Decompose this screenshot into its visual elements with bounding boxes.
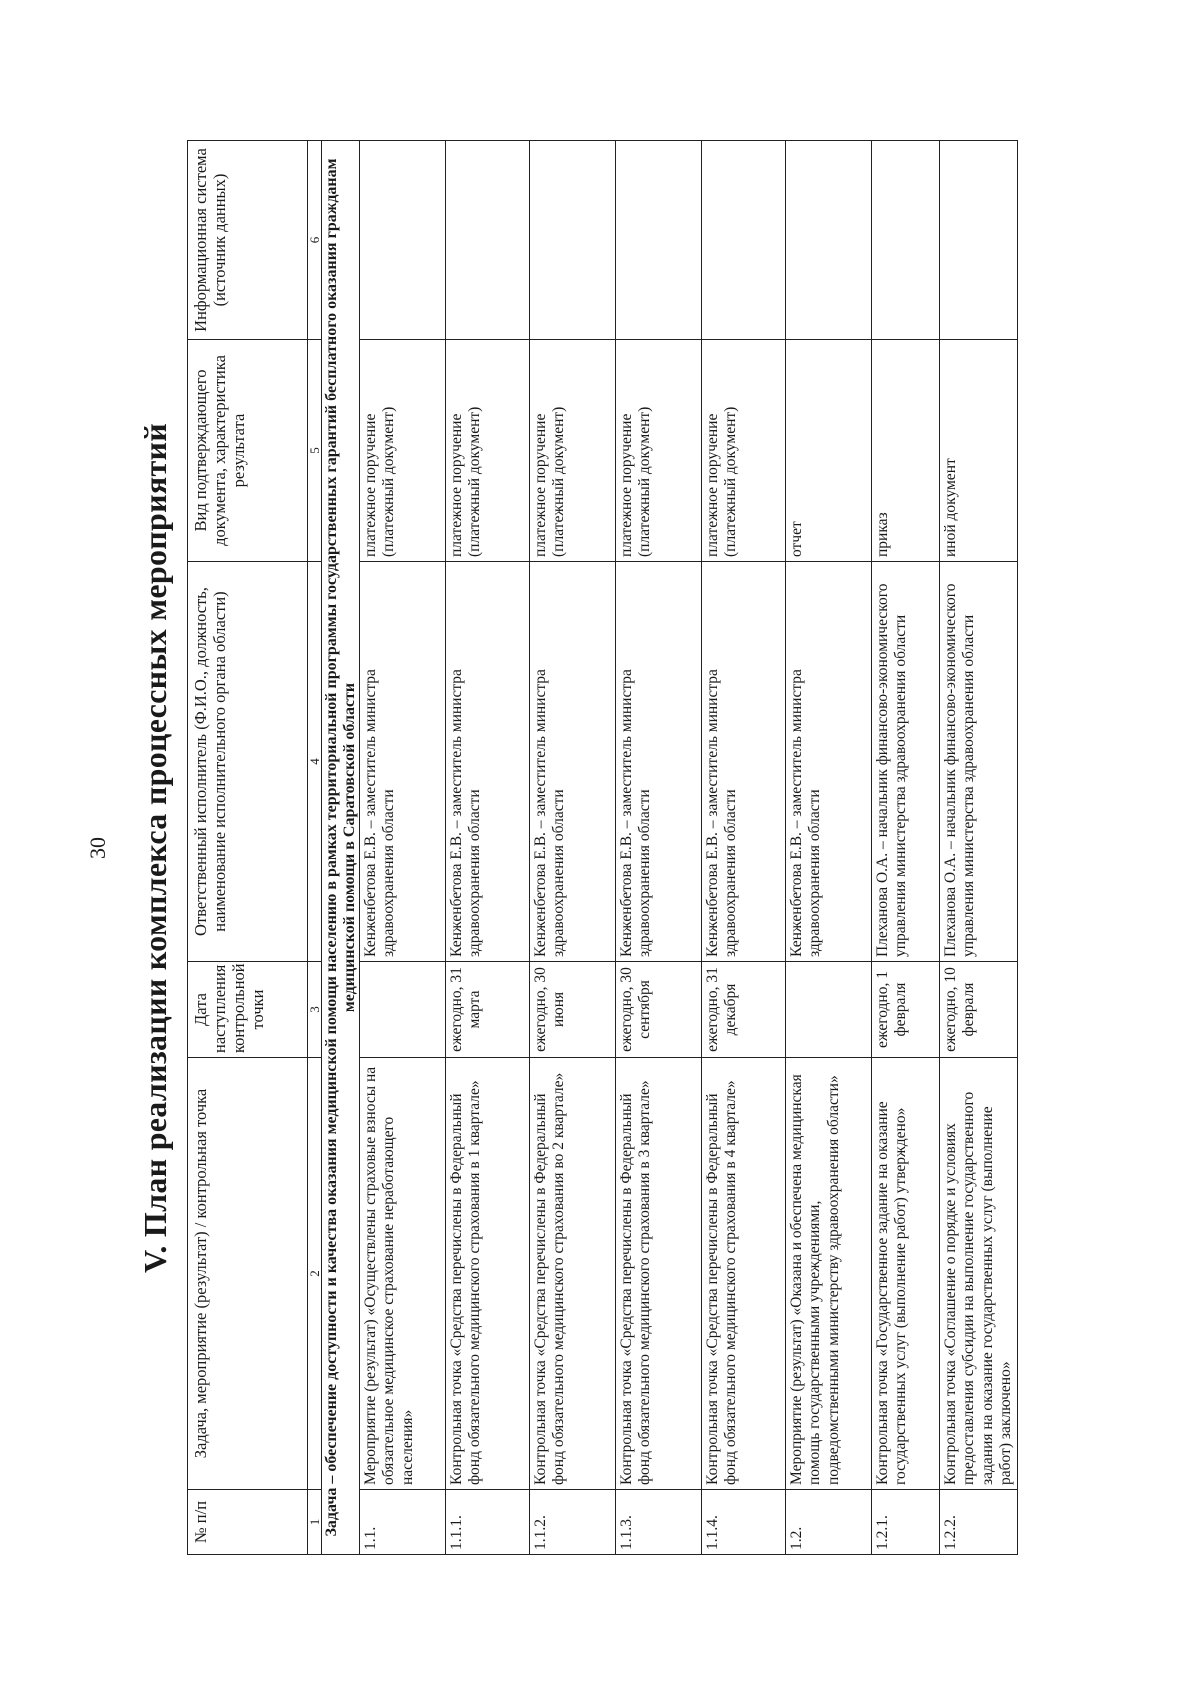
row-item: Контрольная точка «Государственное задание на оказание государственных услуг (выполнение работ) утверждено» — [872, 1058, 940, 1490]
table-row — [940, 141, 1018, 1555]
row-num: 1.1.4. — [702, 1490, 786, 1555]
row-system — [872, 141, 940, 340]
table-header-row — [188, 141, 308, 1555]
row-responsible: Кенженбетова Е.В. – заместитель министра здравоохранения области — [786, 562, 872, 962]
row-num: 1.1.2. — [530, 1490, 616, 1555]
page-number: 30 — [85, 837, 110, 859]
row-item: Мероприятие (результат) «Осуществлены страховые взносы на обязательное медицинское страхование неработающего населения» — [360, 1058, 446, 1490]
row-document: платежное поручение (платежный документ) — [616, 340, 702, 562]
row-document: платежное поручение (платежный документ) — [446, 340, 530, 562]
row-responsible: Кенженбетова Е.В. – заместитель министра здравоохранения области — [530, 562, 616, 962]
header-num: № п/п — [188, 1490, 308, 1555]
row-document: платежное поручение (платежный документ) — [530, 340, 616, 562]
header-system: Информационная система (источник данных) — [188, 141, 308, 340]
plan-table — [187, 140, 1018, 1555]
row-document: платежное поручение (платежный документ) — [702, 340, 786, 562]
row-system — [616, 141, 702, 340]
row-num: 1.1.1. — [446, 1490, 530, 1555]
table-row — [530, 141, 616, 1555]
row-responsible: Кенженбетова Е.В. – заместитель министра здравоохранения области — [702, 562, 786, 962]
row-item: Контрольная точка «Соглашение о порядке и условиях предоставления субсидии на выполнение государственного задания на оказание государственных услуг (выполнение работ) заключено» — [940, 1058, 1018, 1490]
column-number: 2 — [308, 1058, 322, 1490]
row-item: Контрольная точка «Средства перечислены в Федеральный фонд обязательного медицинского страхования в 3 квартале» — [616, 1058, 702, 1490]
row-document: отчет — [786, 340, 872, 562]
row-date: ежегодно, 10 февраля — [940, 962, 1018, 1058]
table-row — [446, 141, 530, 1555]
row-item: Контрольная точка «Средства перечислены в Федеральный фонд обязательного медицинского страхования во 2 квартале» — [530, 1058, 616, 1490]
row-date: ежегодно, 31 декабря — [702, 962, 786, 1058]
row-system — [360, 141, 446, 340]
row-date: ежегодно, 30 сентября — [616, 962, 702, 1058]
row-system — [702, 141, 786, 340]
row-date — [360, 962, 446, 1058]
task-row — [322, 141, 360, 1555]
header-date: Дата наступления контрольной точки — [188, 962, 308, 1058]
row-responsible: Кенженбетова Е.В. – заместитель министра здравоохранения области — [616, 562, 702, 962]
row-system — [786, 141, 872, 340]
row-document: платежное поручение (платежный документ) — [360, 340, 446, 562]
rotated-page — [85, 138, 1115, 1558]
row-responsible: Плеханова О.А. – начальник финансово-экономического управления министерства здравоохранения области — [940, 562, 1018, 962]
column-number: 5 — [308, 340, 322, 562]
row-num: 1.1.3. — [616, 1490, 702, 1555]
row-num: 1.2.1. — [872, 1490, 940, 1555]
row-system — [530, 141, 616, 340]
header-responsible: Ответственный исполнитель (Ф.И.О., должность, наименование исполнительного органа области) — [188, 562, 308, 962]
row-date: ежегодно, 31 марта — [446, 962, 530, 1058]
row-item: Мероприятие (результат) «Оказана и обеспечена медицинская помощь государственными учреждениями, подведомственными министерству здравоохранения области» — [786, 1058, 872, 1490]
task-text: Задача – обеспечение доступности и качества оказания медицинской помощи населению в рамках территориальной программы государственных гарантий бесплатного оказания гражданам медицинской помощи в Саратовской области — [322, 141, 360, 1555]
table-row — [616, 141, 702, 1555]
header-item: Задача, мероприятие (результат) / контрольная точка — [188, 1058, 308, 1490]
row-document: приказ — [872, 340, 940, 562]
row-document: иной документ — [940, 340, 1018, 562]
row-item: Контрольная точка «Средства перечислены в Федеральный фонд обязательного медицинского страхования в 4 квартале» — [702, 1058, 786, 1490]
row-date — [786, 962, 872, 1058]
table-row — [702, 141, 786, 1555]
row-item: Контрольная точка «Средства перечислены в Федеральный фонд обязательного медицинского страхования в 1 квартале» — [446, 1058, 530, 1490]
row-date: ежегодно, 30 июня — [530, 962, 616, 1058]
header-document: Вид подтверждающего документа, характеристика результата — [188, 340, 308, 562]
row-responsible: Кенженбетова Е.В. – заместитель министра здравоохранения области — [446, 562, 530, 962]
column-number-row — [308, 141, 322, 1555]
column-number: 4 — [308, 562, 322, 962]
column-number: 1 — [308, 1490, 322, 1555]
table-row — [872, 141, 940, 1555]
row-num: 1.1. — [360, 1490, 446, 1555]
row-num: 1.2. — [786, 1490, 872, 1555]
table-row — [786, 141, 872, 1555]
column-number: 6 — [308, 141, 322, 340]
table-row — [360, 141, 446, 1555]
row-responsible: Плеханова О.А. – начальник финансово-экономического управления министерства здравоохранения области — [872, 562, 940, 962]
row-num: 1.2.2. — [940, 1490, 1018, 1555]
row-date: ежегодно, 1 февраля — [872, 962, 940, 1058]
row-system — [940, 141, 1018, 340]
column-number: 3 — [308, 962, 322, 1058]
row-responsible: Кенженбетова Е.В. – заместитель министра здравоохранения области — [360, 562, 446, 962]
document-title: V. План реализации комплекса процессных мероприятий — [137, 423, 173, 1273]
row-system — [446, 141, 530, 340]
